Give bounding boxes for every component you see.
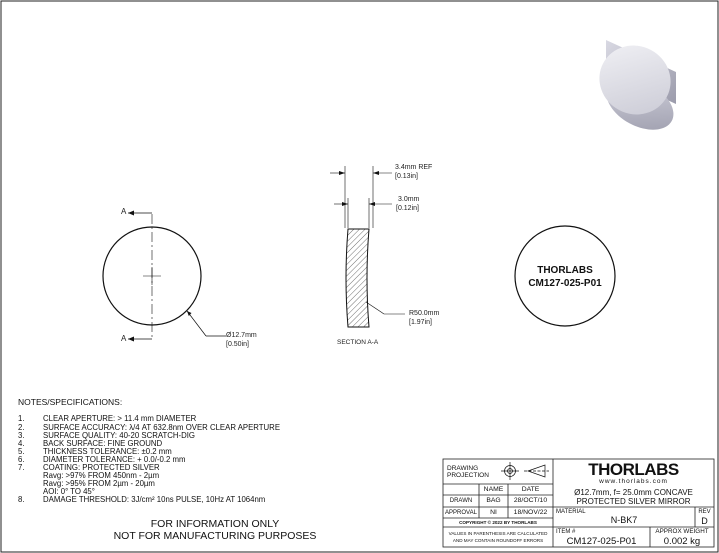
approval-date: 18/NOV/22 bbox=[513, 509, 548, 516]
note-item: 6. DIAMETER TOLERANCE: + 0.0/-0.2 mm bbox=[18, 455, 186, 464]
material-label: MATERIAL bbox=[556, 509, 586, 515]
note-item: 3. SURFACE QUALITY: 40-20 SCRATCH-DIG bbox=[18, 431, 195, 440]
weight-value: 0.002 kg bbox=[663, 536, 701, 547]
mirror-3d-render bbox=[587, 33, 682, 140]
disclaimer bbox=[100, 518, 330, 542]
drawing-projection-label: DRAWING PROJECTION bbox=[447, 465, 489, 480]
rev-label: REV bbox=[698, 509, 711, 515]
diameter-label-in: [0.50in] bbox=[226, 341, 249, 348]
note-item: 7. COATING: PROTECTED SILVER bbox=[18, 463, 160, 472]
engraving-line2: CM127-025-P01 bbox=[528, 278, 602, 289]
drawn-date: 28/OCT/10 bbox=[513, 497, 548, 504]
col-name-header: NAME bbox=[483, 486, 504, 493]
dim-edge-in: [0.12in] bbox=[396, 205, 419, 212]
diameter-label: Ø12.7mm bbox=[226, 332, 257, 339]
material-value: N-BK7 bbox=[610, 515, 638, 525]
dim-ref-in: [0.13in] bbox=[395, 173, 418, 180]
note-item: 5. THICKNESS TOLERANCE: ±0.2 mm bbox=[18, 447, 172, 456]
disclaimer-line2: NOT FOR MANUFACTURING PURPOSES bbox=[113, 530, 317, 543]
description-line2: PROTECTED SILVER MIRROR bbox=[576, 497, 691, 506]
dim-ref-mm: 3.4mm REF bbox=[395, 164, 433, 171]
radius-mm: R50.0mm bbox=[409, 310, 440, 317]
note-item: 1. CLEAR APERTURE: > 11.4 mm DIAMETER bbox=[18, 414, 197, 423]
approval-label: APPROVAL bbox=[445, 510, 477, 516]
note-item-cont: AOI: 0° TO 45° bbox=[43, 487, 95, 496]
website: www.thorlabs.com bbox=[599, 478, 668, 485]
drawn-name: BAG bbox=[486, 497, 501, 504]
note-item: 2. SURFACE ACCURACY: λ/4 AT 632.8nm OVER CLEAR APERTURE bbox=[18, 423, 281, 432]
copyright: COPYRIGHT © 2022 BY THORLABS bbox=[459, 520, 537, 525]
drawn-label: DRAWN bbox=[449, 498, 473, 504]
note-item: 8. DAMAGE THRESHOLD: 3J/cm² 10ns PULSE, 10Hz AT 1064nm bbox=[18, 495, 266, 504]
weight-label: APPROX WEIGHT bbox=[655, 528, 709, 535]
values-note-2: AND MAY CONTAIN ROUNDOFF ERRORS bbox=[452, 538, 544, 543]
section-marker-bottom: A bbox=[121, 334, 127, 343]
section-marker-top: A bbox=[121, 207, 127, 216]
item-value: CM127-025-P01 bbox=[566, 536, 637, 547]
values-note-1: VALUES IN PARENTHESIS ARE CALCULATED bbox=[448, 531, 548, 536]
radius-in: [1.97in] bbox=[409, 319, 432, 326]
item-label: ITEM # bbox=[556, 529, 576, 535]
section-view bbox=[330, 166, 405, 327]
front-view bbox=[103, 211, 226, 342]
thorlabs-logo: THORLABS bbox=[588, 460, 679, 479]
note-item-cont: Ravg: >95% FROM 2µm - 20µm bbox=[43, 479, 155, 488]
engraving-circle bbox=[515, 226, 615, 326]
notes-title: NOTES/SPECIFICATIONS: bbox=[18, 397, 123, 407]
dim-edge-mm: 3.0mm bbox=[398, 196, 420, 203]
disclaimer-line1: FOR INFORMATION ONLY bbox=[150, 518, 280, 530]
engraving-line1: THORLABS bbox=[537, 265, 593, 276]
rev-value: D bbox=[701, 516, 708, 526]
approval-name: NI bbox=[490, 509, 497, 516]
projection-symbol bbox=[501, 462, 549, 480]
col-date-header: DATE bbox=[521, 486, 540, 493]
note-item-cont: Ravg: >97% FROM 450nm - 2µm bbox=[43, 471, 160, 480]
note-item: 4. BACK SURFACE: FINE GROUND bbox=[18, 439, 163, 448]
section-title: SECTION A-A bbox=[337, 339, 379, 346]
description-line1: Ø12.7mm, f= 25.0mm CONCAVE bbox=[574, 488, 693, 497]
